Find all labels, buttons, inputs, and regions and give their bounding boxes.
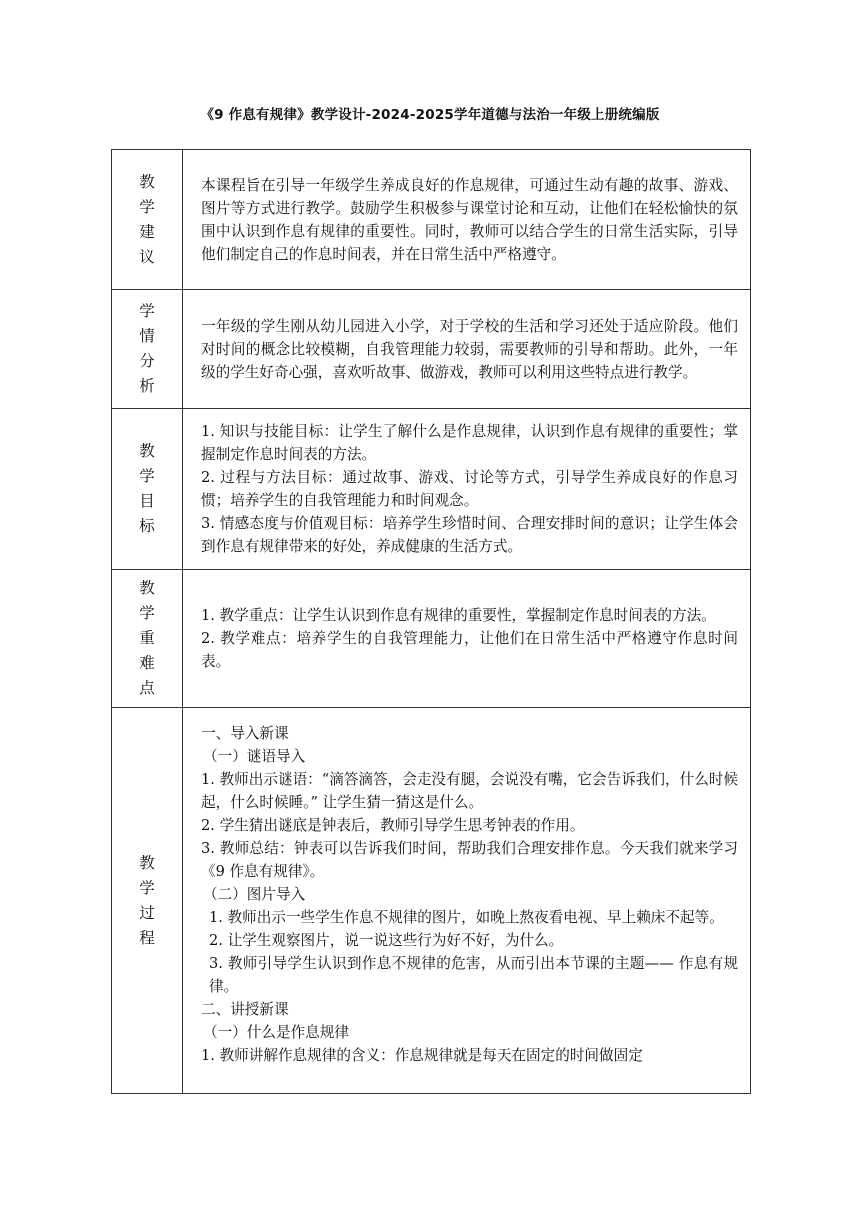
list-item: 2. 教学难点：培养学生的自我管理能力，让他们在日常生活中严格遵守作息时间表。: [201, 630, 738, 670]
subsection-heading: （二）图片导入: [203, 886, 306, 903]
row-content-teaching-process: [183, 708, 751, 1094]
row-label-teaching-objectives: 教 学 目 标: [112, 409, 183, 570]
section-heading: 一、导入新课: [201, 725, 289, 742]
lesson-plan-table: [111, 149, 751, 1094]
row-label-key-difficult-points: 教 学 重 难 点: [112, 570, 183, 708]
row-content-teaching-suggestions: [183, 150, 751, 290]
list-item: 2. 让学生观察图片，说一说这些行为好不好，为什么。: [209, 932, 564, 949]
paragraph: 一年级的学生刚从幼儿园进入小学，对于学校的生活和学习还处于适应阶段。他们对时间的概念比较模糊，自我管理能力较弱，需要教师的引导和帮助。此外，一年级的学生好奇心强，喜欢听故事、做游戏，教师可以利用这些特点进行教学。: [201, 317, 738, 381]
list-item: 3. 情感态度与价值观目标：培养学生珍惜时间、合理安排时间的意识；让学生体会到作息有规律带来的好处，养成健康的生活方式。: [201, 515, 738, 555]
list-item: 2. 学生猜出谜底是钟表后，教师引导学生思考钟表的作用。: [201, 817, 585, 834]
document-title: 《9 作息有规律》教学设计-2024-2025学年道德与法治一年级上册统编版: [200, 107, 660, 123]
list-item: 1. 教学重点：让学生认识到作息有规律的重要性，掌握制定作息时间表的方法。: [201, 607, 716, 624]
table-row-teaching-suggestions: [112, 150, 751, 290]
table-row-teaching-objectives: [112, 409, 751, 570]
section-heading: 二、讲授新课: [201, 1001, 289, 1018]
table-row-teaching-process: [112, 708, 751, 1094]
row-content-student-analysis: [183, 290, 751, 409]
subsection-heading: （一）什么是作息规律: [203, 1024, 349, 1041]
paragraph: 本课程旨在引导一年级学生养成良好的作息规律，可通过生动有趣的故事、游戏、图片等方式进行教学。鼓励学生积极参与课堂讨论和互动，让他们在轻松愉快的氛围中认识到作息有规律的重要性。同时，教师可以结合学生的日常生活实际，引导他们制定自己的作息时间表，并在日常生活中严格遵守。: [201, 176, 738, 263]
list-item: 1. 教师出示一些学生作息不规律的图片，如晚上熬夜看电视、早上赖床不起等。: [209, 909, 724, 926]
list-item: 1. 教师讲解作息规律的含义：作息规律就是每天在固定的时间做固定: [201, 1047, 643, 1064]
row-label-student-analysis: 学 情 分 析: [112, 290, 183, 409]
list-item: 1. 知识与技能目标：让学生了解什么是作息规律，认识到作息有规律的重要性；掌握制定作息时间表的方法。: [201, 423, 738, 463]
row-label-teaching-suggestions: 教 学 建 议: [112, 150, 183, 290]
subsection-heading: （一）谜语导入: [203, 748, 306, 765]
list-item: 3. 教师总结：钟表可以告诉我们时间，帮助我们合理安排作息。今天我们就来学习《9 作息有规律》。: [201, 840, 738, 880]
row-content-teaching-objectives: [183, 409, 751, 570]
list-item: 1. 教师出示谜语：“滴答滴答，会走没有腿，会说没有嘴，它会告诉我们，什么时候起，什么时候睡。” 让学生猜一猜这是什么。: [201, 771, 738, 811]
list-item: 2. 过程与方法目标：通过故事、游戏、讨论等方式，引导学生养成良好的作息习惯；培养学生的自我管理能力和时间观念。: [201, 469, 738, 509]
row-label-teaching-process: 教 学 过 程: [112, 708, 183, 1094]
row-content-key-difficult-points: [183, 570, 751, 708]
list-item: 3. 教师引导学生认识到作息不规律的危害，从而引出本节课的主题—— 作息有规律。: [209, 955, 738, 995]
table-row-key-difficult-points: [112, 570, 751, 708]
table-row-student-analysis: [112, 290, 751, 409]
